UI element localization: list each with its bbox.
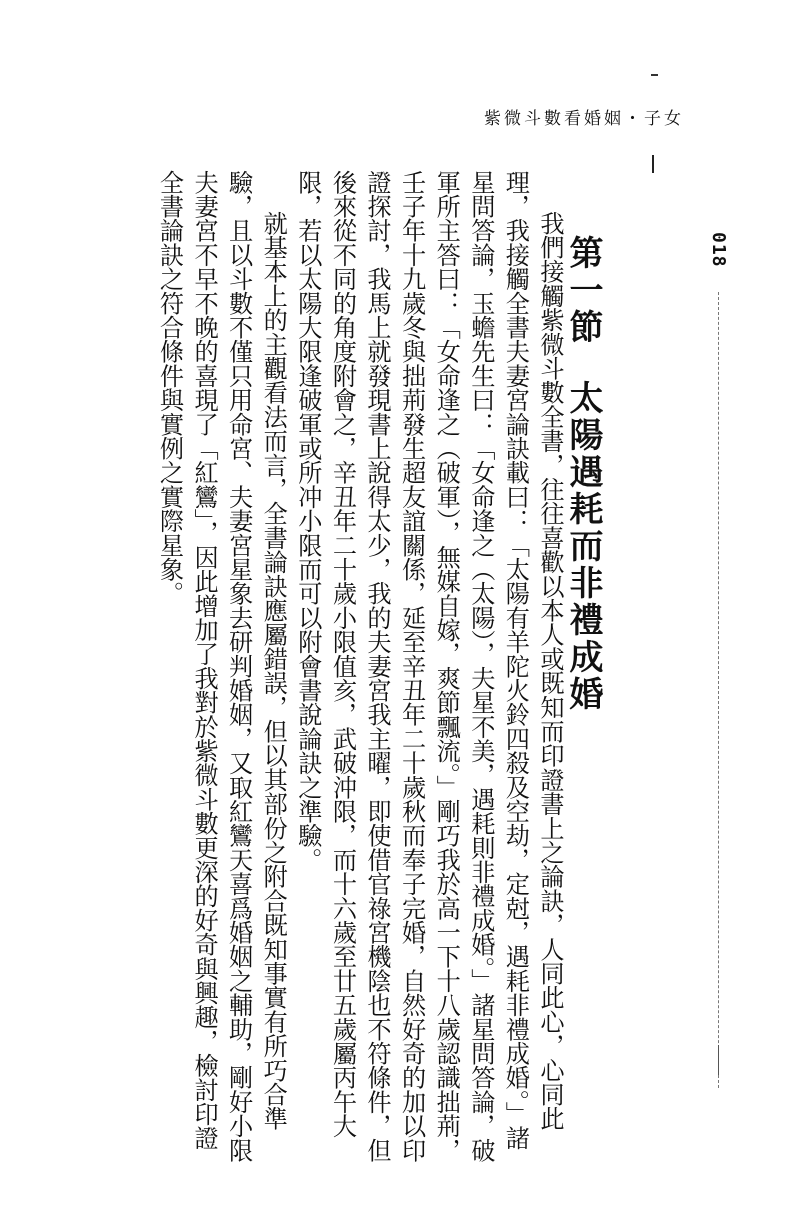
section-number: 第一節 [563,235,603,346]
page-edge-rule [718,292,719,1088]
paragraph-1: 我們接觸紫微斗數全書，往往喜歡以本人或既知而印證書上之論訣，人同此心，心同此理，我接觸全書夫妻宮論訣載曰：「太陽有羊陀火鈴四殺及空劫，定尅，遇耗非禮成婚。」諸星問答論，玉蟾先生曰：「女命逢之（太陽），夫星不美，遇耗則非禮成婚。」諸星問答論，破軍所主答曰：「女命逢之（破軍），無媒自嫁，爽節飄流。」剛巧我於高一下十八歲認識拙荊，壬子年十九歲冬與拙荊發生超友誼關係，延至辛丑年二十歲秋而奉子完婚，自然好奇的加以印證探討，我馬上就發現書上說得太少，我的夫妻宮我主曜，即使借官祿宮機陰也不符條件，但後來從不同的角度附會之，辛丑年二十歲小限值亥，武破沖限，而十六歲至廿五歲屬丙午大限，若以太陽大限逢破軍或所冲小限而可以附會書說論訣之準驗。 [293,170,564,1163]
body-text [152,170,567,1170]
page-edge-mark [718,1045,719,1075]
section-title: 太陽遇耗而非禮成婚 [563,380,603,713]
top-dash-mark [651,74,658,76]
page-number: 018 [708,232,729,268]
paragraph-2: 就基本上的主觀看法而言，全書論訣應屬錯誤，但以其部份之附合既知事實有所巧合準驗，且以斗數不僅只用命宮、夫妻宮星象去研判婚姻，又取紅鸞天喜爲婚姻之輔助，剛好小限夫妻宮不早不晚的喜現了「紅鸞」，因此增加了我對於紫微斗數更深的好奇與興趣，檢討印證全書論訣之符合條件與實例之實際星象。 [155,170,288,1163]
section-heading [562,235,608,713]
running-header: 紫微斗數看婚姻・子女 [484,109,684,129]
header-tick-mark [652,155,654,173]
